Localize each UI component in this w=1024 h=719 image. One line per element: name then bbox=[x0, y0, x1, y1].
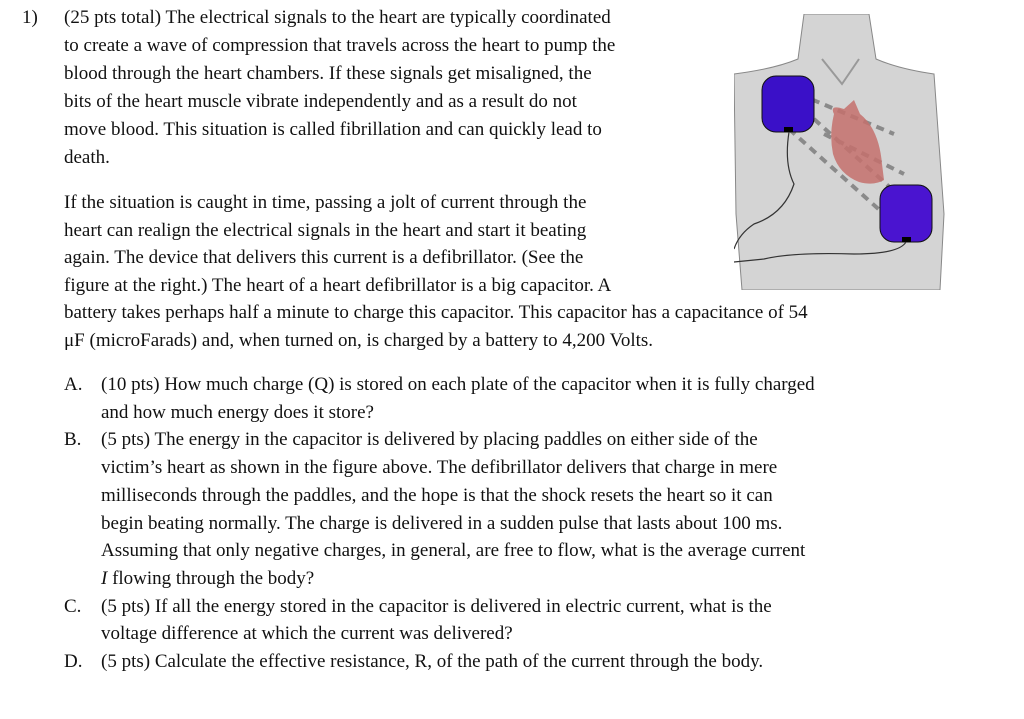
part-b-line: begin beating normally. The charge is delivered in a sudden pulse that lasts about 100 ms. bbox=[101, 512, 783, 534]
problem-number: 1) bbox=[22, 7, 38, 28]
part-b-line: I flowing through the body? bbox=[101, 567, 315, 589]
part-b-line: milliseconds through the paddles, and the hope is that the shock resets the heart so it can bbox=[101, 484, 773, 506]
part-b-line: victim’s heart as shown in the figure above. The defibrillator delivers that charge in mere bbox=[101, 457, 778, 479]
part-a-line: and how much energy does it store? bbox=[101, 401, 374, 423]
paragraph-line: figure at the right.) The heart of a heart defibrillator is a big capacitor. A bbox=[64, 274, 612, 296]
paragraph-line: If the situation is caught in time, passing a jolt of current through the bbox=[64, 192, 587, 213]
part-d-line: (5 pts) Calculate the effective resistance, R, of the path of the current through the body. bbox=[101, 651, 764, 672]
intro-line: to create a wave of compression that travels across the heart to pump the bbox=[64, 35, 616, 56]
part-c-line: voltage difference at which the current was delivered? bbox=[101, 623, 513, 645]
part-b-line: (5 pts) The energy in the capacitor is delivered by placing paddles on either side of the bbox=[101, 429, 758, 451]
paddle-upper bbox=[762, 76, 814, 132]
intro-line: (25 pts total) The electrical signals to the heart are typically coordinated bbox=[64, 7, 611, 28]
intro-line: death. bbox=[64, 147, 110, 168]
part-label: C. bbox=[64, 595, 82, 617]
part-label: D. bbox=[64, 651, 83, 672]
paragraph-line: battery takes perhaps half a minute to charge this capacitor. This capacitor has a capacitance of 54 bbox=[64, 302, 808, 324]
part-a-line: (10 pts) How much charge (Q) is stored on each plate of the capacitor when it is fully charged bbox=[101, 374, 815, 395]
paragraph-line: heart can realign the electrical signals in the heart and start it beating bbox=[64, 219, 587, 241]
paragraph-line: μF (microFarads) and, when turned on, is charged by a battery to 4,200 Volts. bbox=[64, 330, 654, 351]
intro-line: bits of the heart muscle vibrate independently and as a result do not bbox=[64, 91, 577, 112]
part-b-line: Assuming that only negative charges, in general, are free to flow, what is the average current bbox=[101, 540, 806, 562]
paragraph-line: again. The device that delivers this current is a defibrillator. (See the bbox=[64, 247, 584, 269]
defibrillator-figure bbox=[734, 14, 946, 290]
intro-line: blood through the heart chambers. If these signals get misaligned, the bbox=[64, 63, 592, 84]
part-label: B. bbox=[64, 429, 82, 451]
intro-line: move blood. This situation is called fibrillation and can quickly lead to bbox=[64, 119, 602, 140]
paddle-lower bbox=[880, 185, 932, 242]
part-label: A. bbox=[64, 374, 83, 395]
part-c-line: (5 pts) If all the energy stored in the capacitor is delivered in electric current, what is the bbox=[101, 595, 772, 617]
